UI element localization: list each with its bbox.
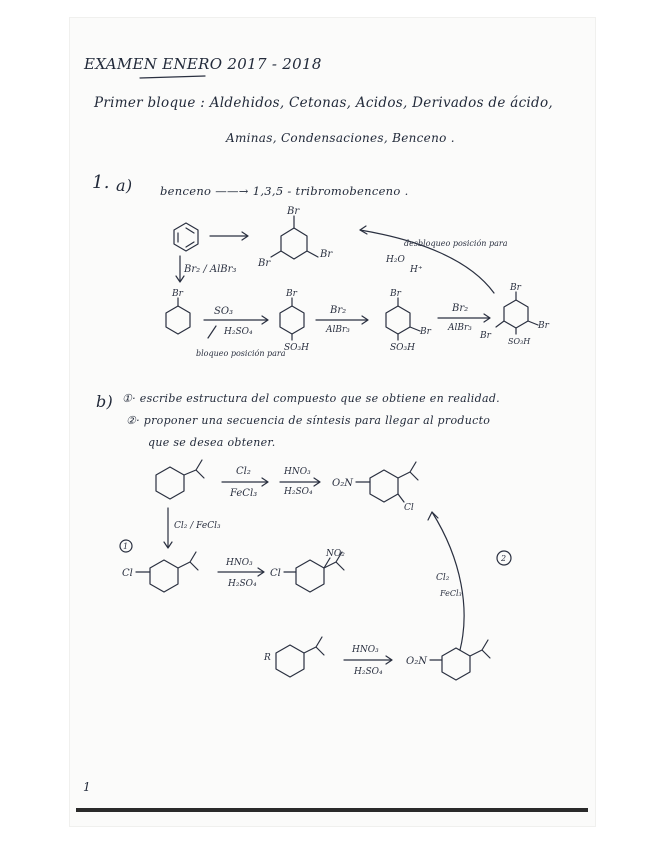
cl2-fecl3-label: Cl₂ / FeCl₃ xyxy=(174,521,221,531)
arrow-down-1a xyxy=(176,256,184,282)
route2-fecl3: FeCl₃ xyxy=(440,589,462,598)
o2n-label-2: O₂N xyxy=(406,656,427,667)
circle-1-label: 1 xyxy=(123,542,129,551)
target-product xyxy=(356,462,418,513)
bromo-sulfonic-acid xyxy=(280,289,309,353)
arrow-br2-1 xyxy=(316,316,368,324)
cumene-top xyxy=(156,460,204,499)
cl2-label: Cl₂ xyxy=(236,466,251,477)
arrow-cl2 xyxy=(222,478,268,486)
br-left-label: Br xyxy=(258,258,271,269)
question-part-a: a) xyxy=(116,176,133,195)
chloro-cumene xyxy=(136,552,198,592)
benzene-ring-start xyxy=(174,223,198,251)
arrow-hno3-2 xyxy=(218,568,264,576)
arrow-br2-2 xyxy=(438,314,490,322)
albr3-label-2: AlBr₃ xyxy=(448,323,472,333)
hplus-label: H⁺ xyxy=(410,265,423,275)
nitro-cumene xyxy=(430,640,490,680)
br2-label-1: Br₂ xyxy=(330,305,347,316)
tribromo-sulfonic-acid xyxy=(479,283,550,346)
fecl3-label: FeCl₃ xyxy=(230,488,258,499)
arrow-hno3-1 xyxy=(280,478,320,486)
page-corner-mark: 1 xyxy=(83,780,91,794)
question-part-b: b) xyxy=(96,392,114,411)
hno3-label-1: HNO₃ xyxy=(284,467,311,477)
exam-title: EXAMEN ENERO 2017 - 2018 xyxy=(84,55,322,73)
arrow-hno3-3 xyxy=(344,656,392,664)
question-1b-item2-line2: que se desea obtener. xyxy=(148,436,276,449)
bsa-br: Br xyxy=(286,289,297,299)
tbsa-br-top: Br xyxy=(510,283,521,293)
cumene-bottom xyxy=(276,637,324,677)
tbsa-br-left: Br xyxy=(480,331,491,341)
o2n-label-1: O₂N xyxy=(332,478,353,489)
block-note: bloqueo posición para xyxy=(196,349,286,358)
title-underline xyxy=(140,76,205,78)
dbsa-br-right: Br xyxy=(420,327,431,337)
question-1b-item2-line1: ②· proponer una secuencia de síntesis para llegar al producto xyxy=(126,414,491,427)
r-label: R xyxy=(264,653,271,663)
hno3-label-2: HNO₃ xyxy=(226,558,253,568)
tbsa-br-right: Br xyxy=(538,321,549,331)
route2-cl2: Cl₂ xyxy=(436,573,450,583)
step1-reagent: Br₂ / AlBr₃ xyxy=(184,264,237,275)
bromobenzene-br: Br xyxy=(172,289,183,299)
albr3-label-1: AlBr₃ xyxy=(326,325,350,335)
arrow-to-tribromo xyxy=(210,232,248,240)
h2so4-label-1: H₂SO₄ xyxy=(284,487,313,497)
question-number: 1. xyxy=(92,172,110,193)
h2so4-label: H₂SO₄ xyxy=(224,327,253,337)
h2so4-label-3: H₂SO₄ xyxy=(354,667,383,677)
dbsa-br-top: Br xyxy=(390,289,401,299)
bsa-so3h: SO₃H xyxy=(284,343,310,353)
br-right-label: Br xyxy=(320,249,333,260)
no2-label: NO₂ xyxy=(326,549,345,559)
question-1b-item1: ①· escribe estructura del compuesto que se obtiene en realidad. xyxy=(122,392,500,405)
tbsa-so3h: SO₃H xyxy=(508,337,531,346)
target-cl: Cl xyxy=(404,503,414,513)
h2so4-label-2: H₂SO₄ xyxy=(228,579,257,589)
bromobenzene xyxy=(166,289,190,334)
so3-label: SO₃ xyxy=(214,306,234,317)
cl-label-left: Cl xyxy=(122,568,133,579)
tribromobenzene-target xyxy=(257,206,333,269)
circle-2-label: 2 xyxy=(501,554,507,563)
h2o-label: H₂O xyxy=(386,255,405,265)
arrow-so3 xyxy=(204,316,268,324)
block-topics-line1: Primer bloque : Aldehidos, Cetonas, Acidos, Derivados de ácido, xyxy=(94,95,554,111)
question-1a-task: benceno ——→ 1,3,5 - tribromobenceno . xyxy=(160,184,409,198)
block-pointer xyxy=(208,326,216,338)
chloro-nitro-cumene xyxy=(284,549,345,592)
block-topics-line2: Aminas, Condensaciones, Benceno . xyxy=(226,131,455,145)
dibromo-sulfonic-acid xyxy=(386,289,432,353)
arrow-down-1b xyxy=(164,508,172,548)
hno3-label-3: HNO₃ xyxy=(352,645,379,655)
br-top-label: Br xyxy=(287,206,300,217)
cl-label-mid: Cl xyxy=(270,568,281,579)
dbsa-so3h: SO₃H xyxy=(390,343,416,353)
deblock-note: desbloqueo posición para xyxy=(404,239,508,248)
br2-label-2: Br₂ xyxy=(452,303,469,314)
